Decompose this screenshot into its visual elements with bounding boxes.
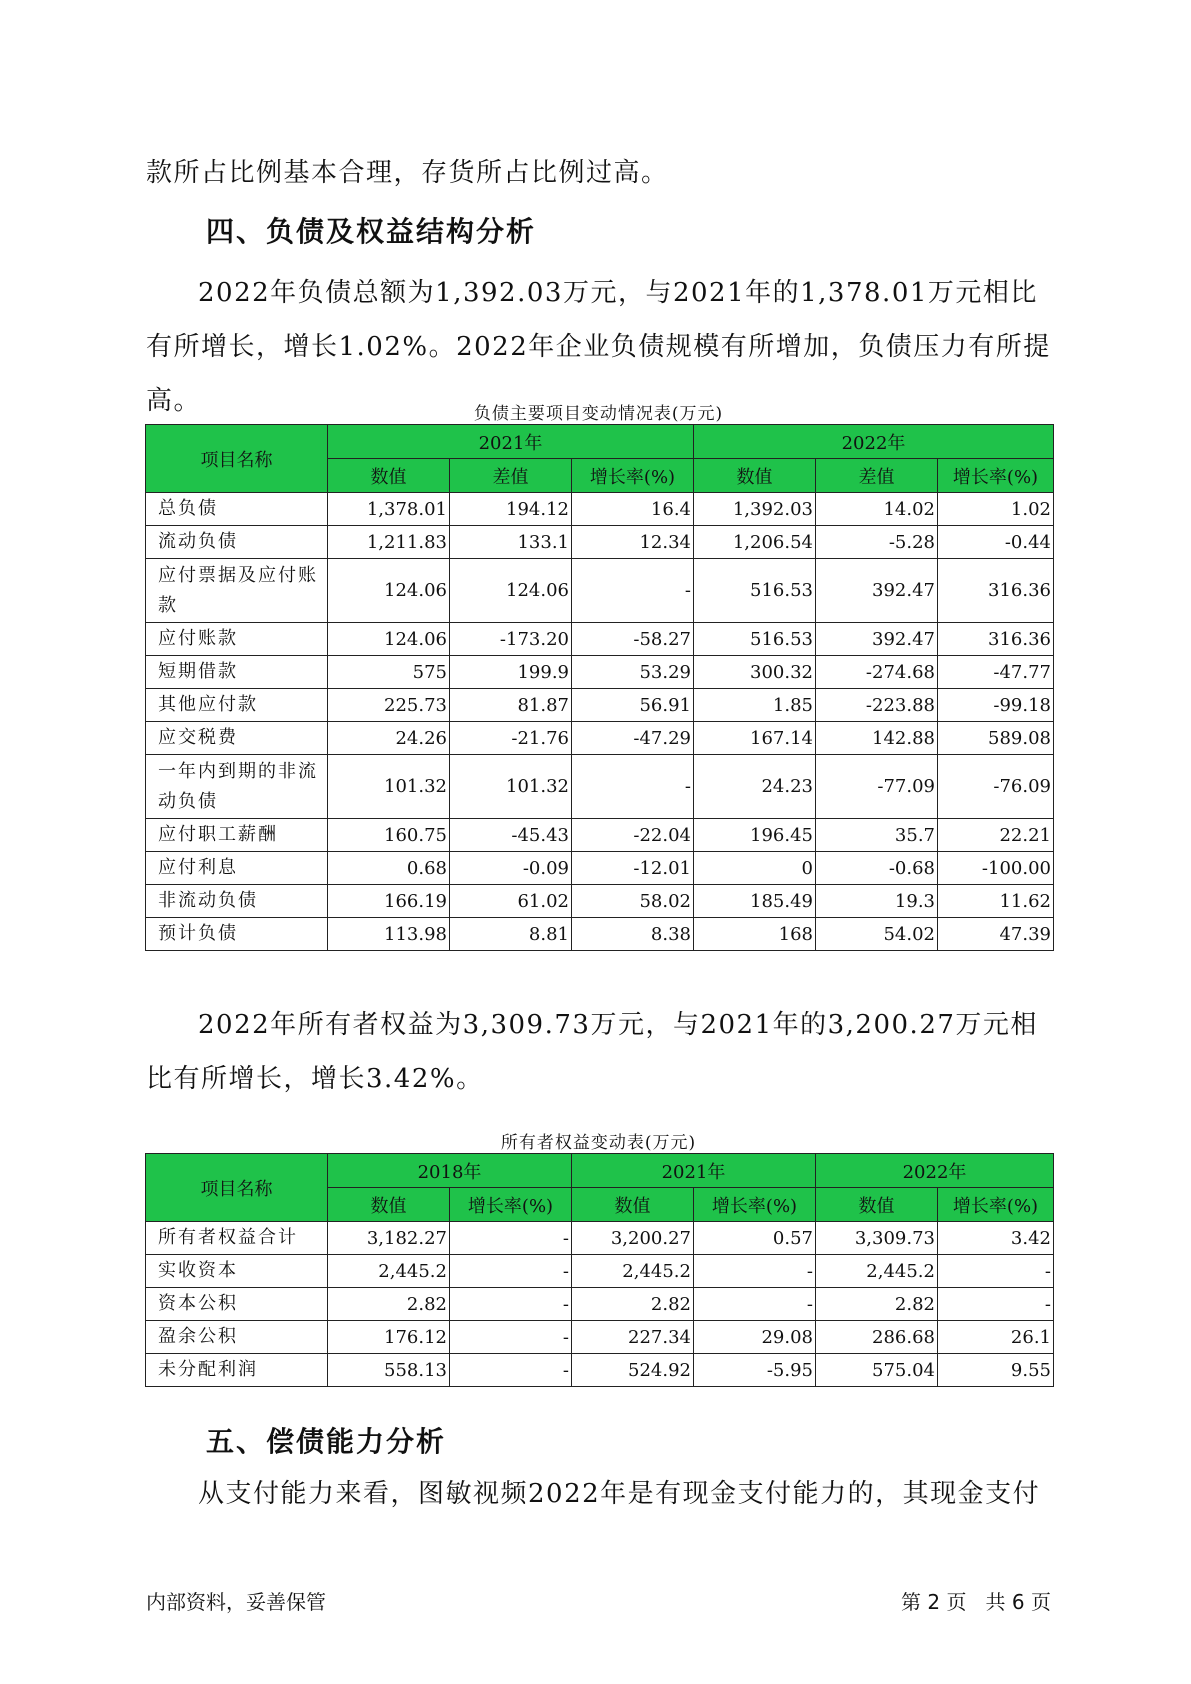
table-row [146, 755, 1054, 819]
row-name: 应付职工薪酬 [146, 819, 328, 852]
cell-value: 61.02 [450, 885, 572, 918]
cell-value: -0.09 [450, 852, 572, 885]
cell-value: -58.27 [572, 623, 694, 656]
cell-value: 286.68 [816, 1321, 938, 1354]
cell-value: -100.00 [938, 852, 1054, 885]
cell-value: 29.08 [694, 1321, 816, 1354]
cell-value: 2.82 [572, 1288, 694, 1321]
cell-value: 167.14 [694, 722, 816, 755]
header-item-name: 项目名称 [146, 1154, 328, 1222]
subheader-diff: 差值 [450, 459, 572, 493]
subheader-value: 数值 [816, 1188, 938, 1222]
table-row [146, 1288, 1054, 1321]
header-item-name: 项目名称 [146, 425, 328, 493]
cell-value: -45.43 [450, 819, 572, 852]
cell-value: 558.13 [328, 1354, 450, 1387]
cell-value: 524.92 [572, 1354, 694, 1387]
table-row [146, 1321, 1054, 1354]
cell-value: 8.38 [572, 918, 694, 951]
cell-value: - [694, 1288, 816, 1321]
cell-value: 19.3 [816, 885, 938, 918]
cell-value: 11.62 [938, 885, 1054, 918]
cell-value: - [938, 1255, 1054, 1288]
header-year-2018: 2018年 [328, 1154, 572, 1188]
subheader-growth: 增长率(%) [572, 459, 694, 493]
table-caption-liability: 负债主要项目变动情况表(万元) [473, 404, 724, 424]
equity-table [145, 1153, 1054, 1387]
row-name: 总负债 [146, 493, 328, 526]
cell-value: 199.9 [450, 656, 572, 689]
cell-value: 227.34 [572, 1321, 694, 1354]
cell-value: -77.09 [816, 755, 938, 819]
cell-value: - [572, 755, 694, 819]
cell-value: 589.08 [938, 722, 1054, 755]
cell-value: 47.39 [938, 918, 1054, 951]
cell-value: 516.53 [694, 623, 816, 656]
cell-value: 0.68 [328, 852, 450, 885]
cell-value: 2.82 [328, 1288, 450, 1321]
cell-value: 168 [694, 918, 816, 951]
section-heading-liability-equity: 四、负债及权益结构分析 [206, 215, 537, 248]
subheader-value: 数值 [328, 1188, 450, 1222]
cell-value: 56.91 [572, 689, 694, 722]
table-row [146, 1255, 1054, 1288]
cell-value: 1,206.54 [694, 526, 816, 559]
row-name: 短期借款 [146, 656, 328, 689]
section-heading-solvency: 五、偿债能力分析 [206, 1425, 447, 1458]
cell-value: -5.28 [816, 526, 938, 559]
row-name: 未分配利润 [146, 1354, 328, 1387]
cell-value: -0.44 [938, 526, 1054, 559]
cell-value: 575 [328, 656, 450, 689]
cell-value: 124.06 [328, 623, 450, 656]
row-name: 非流动负债 [146, 885, 328, 918]
cell-value: 58.02 [572, 885, 694, 918]
paragraph-assets-end: 款所占比例基本合理，存货所占比例过高。 [146, 158, 669, 188]
cell-value: 16.4 [572, 493, 694, 526]
cell-value: - [572, 559, 694, 623]
cell-value: 316.36 [938, 559, 1054, 623]
cell-value: -12.01 [572, 852, 694, 885]
row-name: 实收资本 [146, 1255, 328, 1288]
cell-value: 53.29 [572, 656, 694, 689]
cell-value: 124.06 [328, 559, 450, 623]
cell-value: 3.42 [938, 1222, 1054, 1255]
cell-value: 392.47 [816, 623, 938, 656]
cell-value: 176.12 [328, 1321, 450, 1354]
cell-value: -173.20 [450, 623, 572, 656]
cell-value: -22.04 [572, 819, 694, 852]
cell-value: 142.88 [816, 722, 938, 755]
table-row [146, 559, 1054, 623]
cell-value: - [450, 1288, 572, 1321]
row-name: 应付账款 [146, 623, 328, 656]
cell-value: 575.04 [816, 1354, 938, 1387]
cell-value: 2.82 [816, 1288, 938, 1321]
subheader-diff: 差值 [816, 459, 938, 493]
cell-value: 2,445.2 [572, 1255, 694, 1288]
table-row [146, 1222, 1054, 1255]
cell-value: -99.18 [938, 689, 1054, 722]
cell-value: 3,309.73 [816, 1222, 938, 1255]
cell-value: 3,182.27 [328, 1222, 450, 1255]
cell-value: 101.32 [450, 755, 572, 819]
cell-value: 166.19 [328, 885, 450, 918]
cell-value: 3,200.27 [572, 1222, 694, 1255]
cell-value: -47.77 [938, 656, 1054, 689]
header-year-2022: 2022年 [816, 1154, 1054, 1188]
row-name: 应付利息 [146, 852, 328, 885]
cell-value: 101.32 [328, 755, 450, 819]
table-row [146, 526, 1054, 559]
cell-value: 124.06 [450, 559, 572, 623]
table-row [146, 493, 1054, 526]
paragraph-liability: 2022年负债总额为1,392.03万元，与2021年的1,378.01万元相比有所增长，增长1.02%。2022年企业负债规模有所增加，负债压力有所提高。 [146, 278, 1051, 416]
cell-value: 1,378.01 [328, 493, 450, 526]
header-year-2022: 2022年 [694, 425, 1054, 459]
footer-page-number: 第 2 页 共 6 页 [901, 1590, 1051, 1614]
header-year-2021: 2021年 [328, 425, 694, 459]
paragraph-solvency: 从支付能力来看，图敏视频2022年是有现金支付能力的，其现金支付 [198, 1479, 1041, 1509]
row-name: 应付票据及应付账款 [146, 559, 328, 623]
cell-value: 185.49 [694, 885, 816, 918]
cell-value: 160.75 [328, 819, 450, 852]
row-name: 资本公积 [146, 1288, 328, 1321]
table-row [146, 656, 1054, 689]
row-name: 盈余公积 [146, 1321, 328, 1354]
table-row [146, 852, 1054, 885]
cell-value: - [938, 1288, 1054, 1321]
row-name: 流动负债 [146, 526, 328, 559]
subheader-value: 数值 [572, 1188, 694, 1222]
cell-value: 516.53 [694, 559, 816, 623]
cell-value: 1,211.83 [328, 526, 450, 559]
cell-value: 316.36 [938, 623, 1054, 656]
table-row [146, 918, 1054, 951]
cell-value: 54.02 [816, 918, 938, 951]
table-caption-equity: 所有者权益变动表(万元) [500, 1133, 697, 1153]
cell-value: - [450, 1354, 572, 1387]
cell-value: 2,445.2 [328, 1255, 450, 1288]
cell-value: - [450, 1321, 572, 1354]
cell-value: 35.7 [816, 819, 938, 852]
cell-value: - [450, 1255, 572, 1288]
table-row [146, 1354, 1054, 1387]
subheader-growth: 增长率(%) [938, 459, 1054, 493]
subheader-growth: 增长率(%) [694, 1188, 816, 1222]
cell-value: 1.85 [694, 689, 816, 722]
cell-value: 196.45 [694, 819, 816, 852]
subheader-growth: 增长率(%) [450, 1188, 572, 1222]
header-year-2021: 2021年 [572, 1154, 816, 1188]
cell-value: - [694, 1255, 816, 1288]
cell-value: 81.87 [450, 689, 572, 722]
cell-value: -21.76 [450, 722, 572, 755]
subheader-value: 数值 [694, 459, 816, 493]
cell-value: -76.09 [938, 755, 1054, 819]
paragraph-equity: 2022年所有者权益为3,309.73万元，与2021年的3,200.27万元相比有所增长，增长3.42%。 [146, 1010, 1038, 1094]
subheader-value: 数值 [328, 459, 450, 493]
subheader-growth: 增长率(%) [938, 1188, 1054, 1222]
cell-value: 8.81 [450, 918, 572, 951]
cell-value: 24.23 [694, 755, 816, 819]
cell-value: 26.1 [938, 1321, 1054, 1354]
cell-value: 133.1 [450, 526, 572, 559]
row-name: 其他应付款 [146, 689, 328, 722]
cell-value: -5.95 [694, 1354, 816, 1387]
row-name: 应交税费 [146, 722, 328, 755]
cell-value: 0 [694, 852, 816, 885]
cell-value: 22.21 [938, 819, 1054, 852]
row-name: 预计负债 [146, 918, 328, 951]
cell-value: 392.47 [816, 559, 938, 623]
liability-table [145, 424, 1054, 951]
cell-value: 14.02 [816, 493, 938, 526]
cell-value: - [450, 1222, 572, 1255]
cell-value: 225.73 [328, 689, 450, 722]
cell-value: -0.68 [816, 852, 938, 885]
table-row [146, 722, 1054, 755]
cell-value: 194.12 [450, 493, 572, 526]
footer-confidential-note: 内部资料，妥善保管 [146, 1590, 326, 1614]
cell-value: 1,392.03 [694, 493, 816, 526]
cell-value: -223.88 [816, 689, 938, 722]
cell-value: 2,445.2 [816, 1255, 938, 1288]
cell-value: -47.29 [572, 722, 694, 755]
cell-value: 1.02 [938, 493, 1054, 526]
row-name: 所有者权益合计 [146, 1222, 328, 1255]
table-row [146, 885, 1054, 918]
cell-value: -274.68 [816, 656, 938, 689]
cell-value: 12.34 [572, 526, 694, 559]
table-row [146, 819, 1054, 852]
table-row [146, 623, 1054, 656]
row-name: 一年内到期的非流动负债 [146, 755, 328, 819]
cell-value: 113.98 [328, 918, 450, 951]
table-row [146, 689, 1054, 722]
cell-value: 9.55 [938, 1354, 1054, 1387]
cell-value: 0.57 [694, 1222, 816, 1255]
cell-value: 300.32 [694, 656, 816, 689]
cell-value: 24.26 [328, 722, 450, 755]
